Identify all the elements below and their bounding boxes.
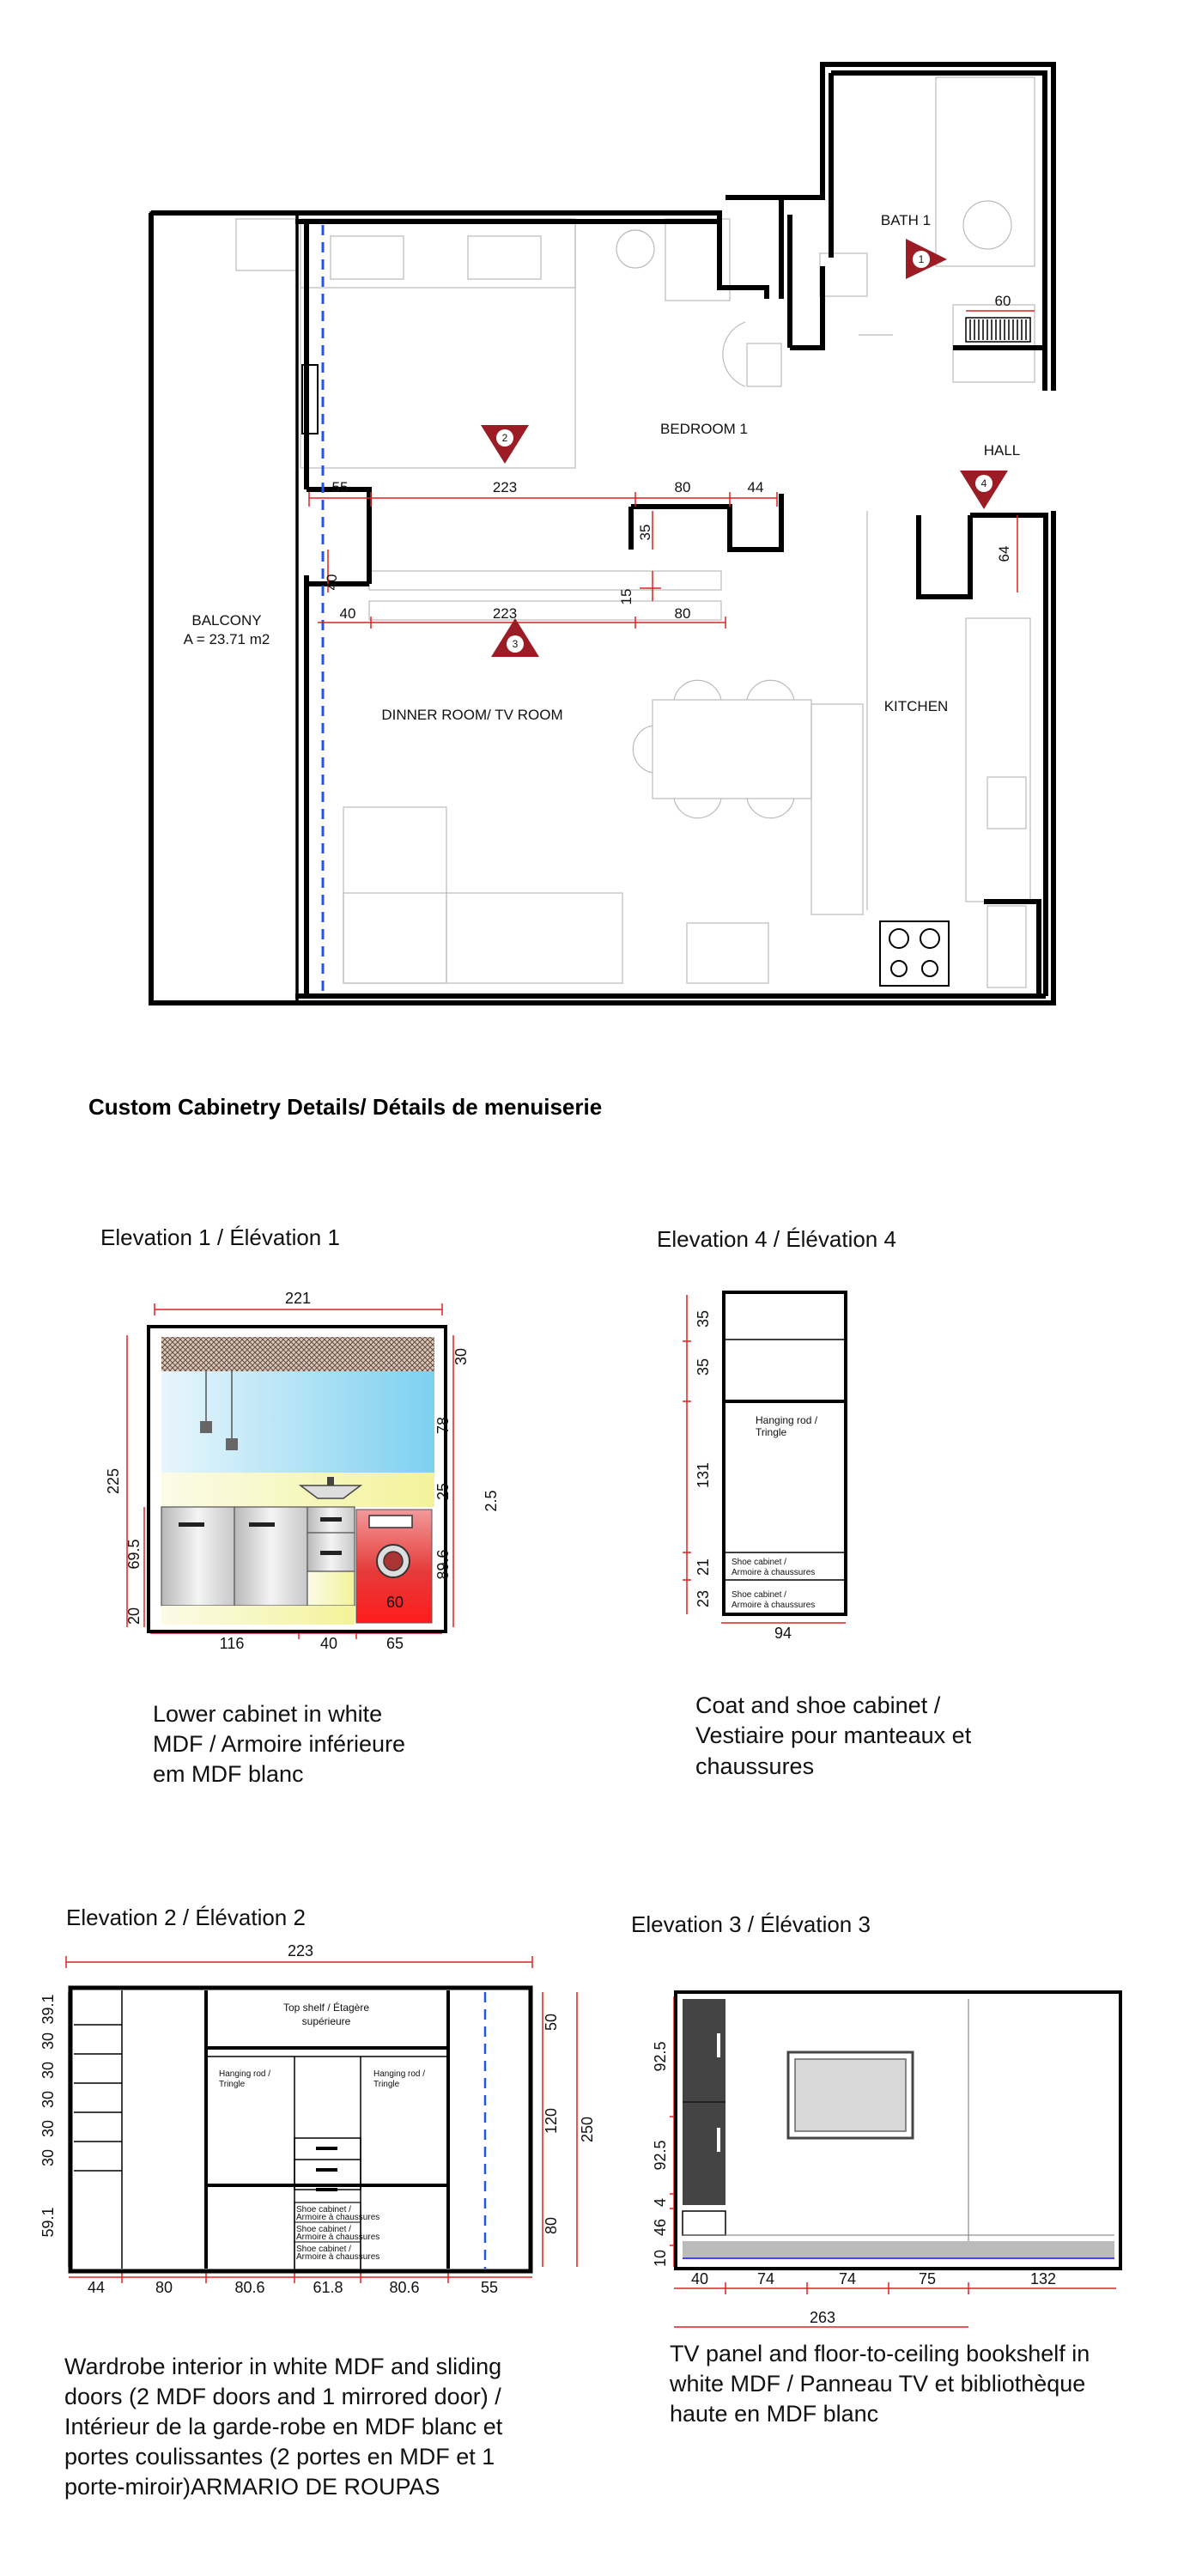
elevation-4-desc-line-3: chaussures (695, 1753, 815, 1779)
floor-plan (151, 64, 1053, 1003)
elevation-3-dim-4: 4 (652, 2197, 669, 2208)
elevation-2-dim-bot-80-6b: 80.6 (389, 2279, 420, 2296)
dim-223: 223 (492, 479, 518, 495)
elevation-2-dim-59-1: 59.1 (39, 2207, 57, 2238)
svg-text:2: 2 (501, 432, 508, 444)
elevation-2-hang-left-2: Tringle (219, 2080, 246, 2089)
elevation-2-hang-right-1: Hanging rod / (373, 2069, 426, 2079)
elevation-4-desc-line-1: Coat and shoe cabinet / (695, 1692, 941, 1718)
elevation-4-dim-131: 131 (695, 1461, 712, 1489)
elevation-2-dim-bot-55: 55 (480, 2279, 499, 2296)
elevation-1-title: Elevation 1 / Élévation 1 (100, 1224, 340, 1250)
elevation-2-shoe-3: Shoe cabinet / (296, 2225, 351, 2234)
elevation-3-dim-74a: 74 (756, 2270, 775, 2287)
elevation-marker-4 (960, 471, 1008, 509)
elevation-4-shoe2-1: Shoe cabinet / (732, 1590, 786, 1600)
dim-64: 64 (996, 545, 1012, 562)
elevation-2-top-shelf-2: supérieure (301, 2015, 351, 2027)
elevation-2-hang-left-1: Hanging rod / (219, 2069, 271, 2079)
elevation-3 (631, 1911, 1120, 2427)
elevation-2-hang-right-2: Tringle (373, 2080, 400, 2089)
elevation-marker-2 (481, 425, 529, 464)
dim-bath-60: 60 (994, 293, 1011, 309)
dim-55: 55 (331, 479, 349, 495)
elevation-2-dim-bot-44: 44 (87, 2279, 106, 2296)
elevation-4 (657, 1226, 972, 1779)
elevation-1-dim-30: 30 (452, 1347, 470, 1366)
elevation-1-dim-116: 116 (219, 1635, 245, 1652)
elevation-1-dim-20: 20 (125, 1607, 143, 1625)
elevation-4-dim-35a: 35 (695, 1309, 712, 1328)
stove (880, 921, 949, 986)
elevation-2-dim-80: 80 (543, 2216, 560, 2235)
elevation-2-shoe-1: Shoe cabinet / (296, 2205, 351, 2215)
elevation-2-shoe-5: Shoe cabinet / (296, 2245, 351, 2254)
elevation-2-shoe-4: Armoire à chaussures (296, 2233, 380, 2242)
bath-radiator (966, 318, 1030, 342)
elevation-2-desc-line-5: porte-miroir)ARMARIO DE ROUPAS (64, 2474, 440, 2500)
elevation-1-dim-65: 65 (385, 1635, 404, 1652)
section-title: Custom Cabinetry Details/ Détails de menuiserie (88, 1094, 603, 1120)
elevation-1-dim-40: 40 (319, 1635, 338, 1652)
room-label-balcony: BALCONY (191, 612, 262, 629)
room-label-kitchen: KITCHEN (883, 698, 949, 714)
elevation-3-dim-75: 75 (918, 2270, 937, 2287)
elevation-marker-3 (491, 618, 539, 657)
elevation-3-dim-74b: 74 (838, 2270, 857, 2287)
room-label-dinner: DINNER ROOM/ TV ROOM (381, 707, 563, 723)
dim-15: 15 (618, 588, 634, 605)
elevation-4-shoe1-1: Shoe cabinet / (732, 1558, 786, 1567)
elevation-3-dim-46: 46 (652, 2218, 669, 2237)
elevation-2-dim-223: 223 (287, 1942, 314, 1959)
elevation-4-dim-23: 23 (695, 1589, 712, 1608)
elevation-3-desc-line-2: white MDF / Panneau TV et bibliothèque (670, 2371, 1086, 2397)
dim-40-vertical: 40 (324, 574, 340, 591)
svg-text:3: 3 (512, 638, 519, 650)
dim-80: 80 (674, 479, 691, 495)
dim-80-bottom: 80 (674, 605, 691, 622)
elevation-2-desc-line-3: Intérieur de la garde-robe en MDF blanc et (64, 2414, 503, 2439)
elevation-1-desc-line-1: Lower cabinet in white (153, 1701, 383, 1727)
elevation-1-dim-2-5: 2.5 (483, 1490, 500, 1512)
elevation-1-dim-25: 25 (434, 1482, 452, 1501)
walls (151, 64, 1053, 1003)
elevation-4-hanging-2: Tringle (756, 1426, 787, 1438)
elevation-3-dim-92-5b: 92.5 (652, 2140, 669, 2171)
room-label-hall: HALL (983, 442, 1021, 459)
elevation-4-hanging-1: Hanging rod / (756, 1414, 818, 1426)
elevation-2-dim-30-a: 30 (39, 2032, 57, 2050)
dim-40-bottom: 40 (339, 605, 356, 622)
elevation-1-desc-line-3: em MDF blanc (153, 1761, 304, 1787)
room-label-balcony-area: A = 23.71 m2 (183, 631, 270, 647)
dim-223-bottom: 223 (492, 605, 518, 622)
plan-dimensions (309, 311, 1035, 629)
elevation-2 (39, 1905, 596, 2500)
svg-text:4: 4 (980, 477, 987, 489)
elevation-3-dim-132: 132 (1029, 2270, 1057, 2287)
elevation-2-dim-250: 250 (579, 2116, 596, 2143)
elevation-3-desc-line-1: TV panel and floor-to-ceiling bookshelf in (670, 2341, 1090, 2366)
elevation-2-shoe-6: Armoire à chaussures (296, 2252, 380, 2262)
elevation-2-dim-120: 120 (543, 2107, 560, 2135)
elevation-marker-1 (906, 239, 947, 279)
elevation-2-dim-30-e: 30 (39, 2148, 57, 2167)
elevation-3-dim-92-5a: 92.5 (652, 2041, 669, 2072)
elevation-2-dim-39-1: 39.1 (39, 1994, 57, 2025)
elevation-2-desc-line-2: doors (2 MDF doors and 1 mirrored door) / (64, 2384, 501, 2409)
elevation-3-title: Elevation 3 / Élévation 3 (631, 1911, 871, 1937)
elevation-2-dim-bot-61-8: 61.8 (313, 2279, 343, 2296)
elevation-4-title: Elevation 4 / Élévation 4 (657, 1226, 896, 1252)
elevation-4-desc-line-2: Vestiaire pour manteaux et (695, 1722, 972, 1748)
elevation-2-desc-line-1: Wardrobe interior in white MDF and sliding (64, 2354, 502, 2379)
elevation-1-dim-top: 221 (284, 1290, 312, 1307)
elevation-4-shoe2-2: Armoire à chaussures (732, 1601, 816, 1610)
elevation-4-dim-21: 21 (695, 1558, 712, 1577)
elevation-1-washer-60: 60 (385, 1594, 404, 1611)
elevation-1-dim-78: 78 (434, 1416, 452, 1435)
elevation-1-desc-line-2: MDF / Armoire inférieure (153, 1731, 406, 1757)
elevation-2-dim-30-b: 30 (39, 2061, 57, 2080)
elevation-1-dim-89-6: 89.6 (434, 1549, 452, 1580)
elevation-2-dim-50: 50 (543, 2013, 560, 2032)
elevation-2-top-shelf-1: Top shelf / Étagère (282, 2002, 370, 2014)
elevation-2-dim-30-d: 30 (39, 2119, 57, 2138)
elevation-1-dim-69-5: 69.5 (125, 1539, 143, 1570)
elevation-4-shoe1-2: Armoire à chaussures (732, 1568, 816, 1577)
elevation-2-dim-bot-80-6a: 80.6 (234, 2279, 265, 2296)
room-label-bath: BATH 1 (880, 212, 932, 228)
elevation-2-dim-bot-80: 80 (155, 2279, 173, 2296)
elevation-4-dim-35b: 35 (695, 1358, 712, 1376)
elevation-3-dim-10: 10 (652, 2249, 669, 2268)
elevation-4-dim-94: 94 (774, 1625, 792, 1642)
balcony (151, 213, 318, 1003)
dim-35: 35 (637, 524, 653, 541)
dim-44: 44 (747, 479, 764, 495)
elevation-2-dim-30-c: 30 (39, 2090, 57, 2109)
elevation-3-dim-263: 263 (809, 2309, 836, 2326)
svg-text:1: 1 (918, 253, 925, 265)
elevation-2-shoe-2: Armoire à chaussures (296, 2213, 380, 2222)
elevation-1 (100, 1224, 500, 1787)
elevation-2-title: Elevation 2 / Élévation 2 (66, 1905, 306, 1930)
elevation-3-desc-line-3: haute en MDF blanc (670, 2401, 879, 2427)
elevation-2-desc-line-4: portes coulissantes (2 portes en MDF et 1 (64, 2444, 495, 2470)
elevation-3-dim-40: 40 (690, 2270, 709, 2287)
elevation-1-dim-225: 225 (105, 1467, 122, 1495)
room-label-bedroom: BEDROOM 1 (659, 421, 749, 437)
